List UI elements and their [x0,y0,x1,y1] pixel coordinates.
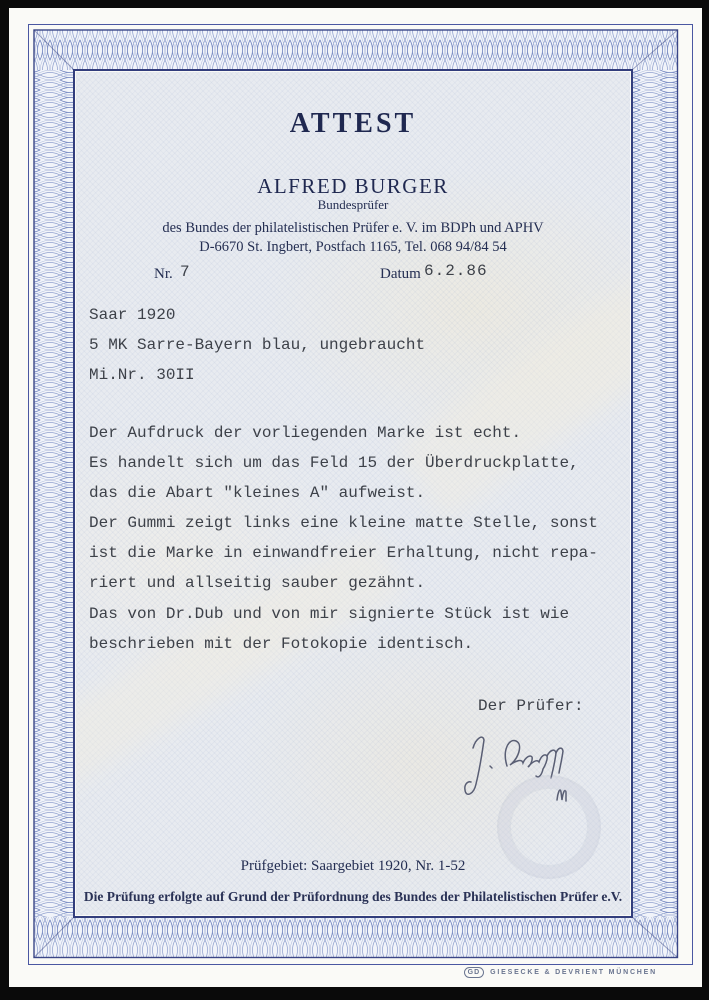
footer-scope: Prüfgebiet: Saargebiet 1920, Nr. 1-52 [240,858,466,874]
finding-line: das die Abart "kleines A" aufweist. [89,484,426,502]
certificate-date-value: 6.2.86 [424,262,488,280]
certificate-number-value: 7 [180,263,190,281]
giesecke-devrient-logo: GD [464,967,485,978]
item-line: 5 MK Sarre-Bayern blau, ungebraucht [89,336,426,354]
finding-line: beschrieben mit der Fotokopie identisch. [89,635,474,653]
finding-line: Es handelt sich um das Feld 15 der Überdruckplatte, [89,454,579,472]
examiner-role: Bundesprüfer [317,197,389,212]
footer-legal: Die Prüfung erfolgte auf Grund der Prüfordnung des Bundes der Philatelistischen Prüfer e.V. [83,889,623,904]
certificate-number-label: Nr. [154,266,173,282]
certificate-date-label: Datum [380,266,421,282]
printer-name: GIESECKE & DEVRIENT MÜNCHEN [490,969,657,976]
printer-imprint [0,967,657,978]
item-line: Mi.Nr. 30II [89,366,195,384]
examiner-name: ALFRED BURGER [257,174,449,198]
examiner-association: des Bundes der philatelistischen Prüfer e. V. im BDPh und APHV [162,220,544,236]
finding-line: Der Gummi zeigt links eine kleine matte Stelle, sonst [89,514,598,532]
finding-line: Das von Dr.Dub und von mir signierte Stück ist wie [89,605,570,623]
signoff-label: Der Prüfer: [478,697,584,715]
paper-mottling [76,532,405,803]
examiner-address: D-6670 St. Ingbert, Postfach 1165, Tel. 068 94/84 54 [199,239,507,255]
certificate-title: ATTEST [289,108,417,139]
finding-line: Der Aufdruck der vorliegenden Marke ist echt. [89,424,522,442]
finding-line: riert und allseitig sauber gezähnt. [89,574,426,592]
finding-line: ist die Marke in einwandfreier Erhaltung, nicht repa- [89,544,598,562]
item-line: Saar 1920 [89,306,176,324]
